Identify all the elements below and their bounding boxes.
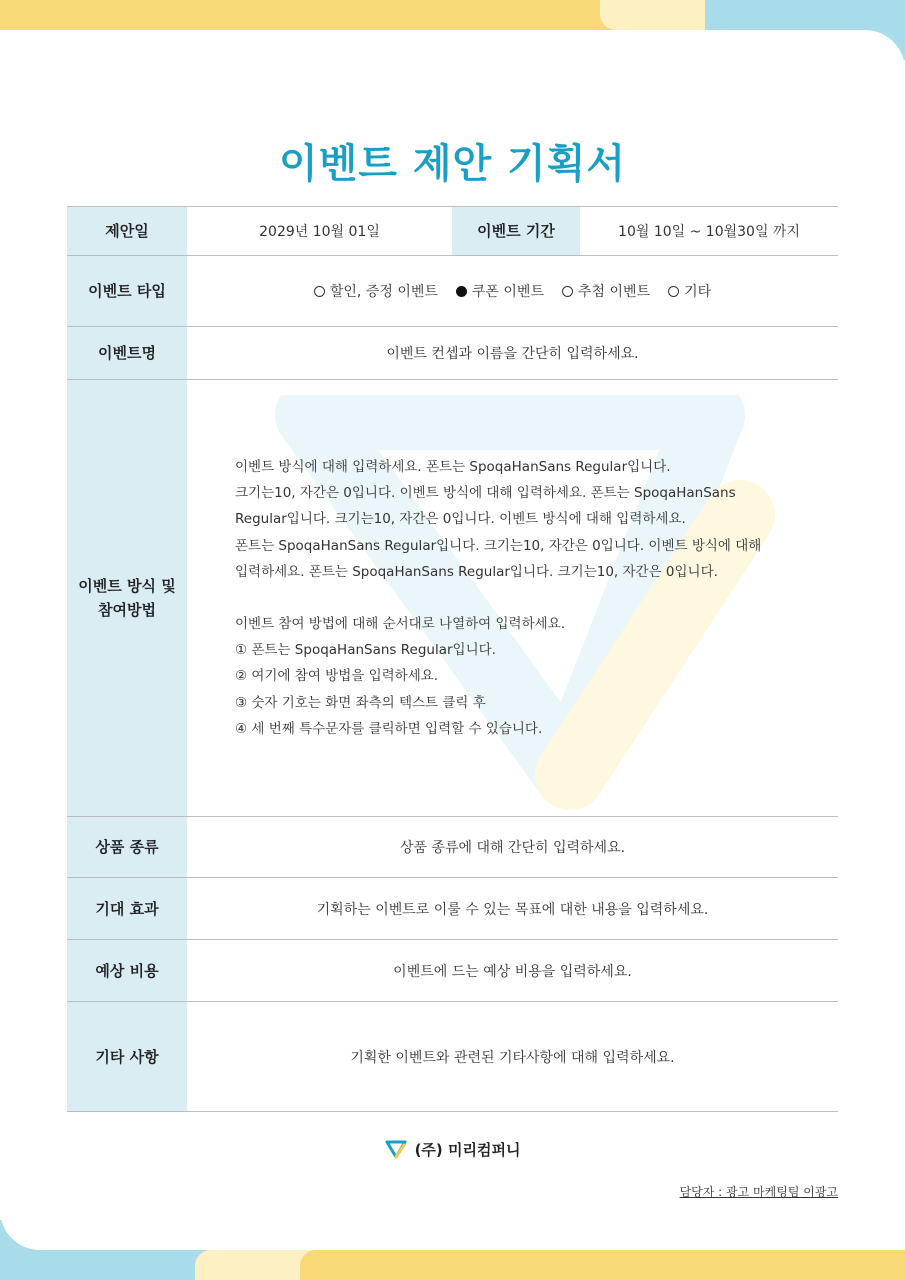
method-step: ① 폰트는 SpoqaHanSans Regular입니다.: [235, 642, 496, 659]
radio-label: 쿠폰 이벤트: [471, 284, 544, 300]
event-type-options: [187, 256, 838, 326]
other-notes-label: 기타 사항: [67, 1002, 187, 1111]
event-method-label-line2: 참여방법: [98, 601, 156, 619]
row-event-type: [67, 256, 838, 327]
method-line: Regular입니다. 크기는10, 자간은 0입니다. 이벤트 방식에 대해 입력하세요.: [235, 511, 686, 528]
product-type-value[interactable]: 상품 종류에 대해 간단히 입력하세요.: [399, 840, 626, 856]
event-period-label: 이벤트 기간: [452, 207, 580, 255]
radio-coupon[interactable]: [456, 281, 544, 301]
product-type-label: 상품 종류: [67, 817, 187, 877]
proposal-date-value[interactable]: 2029년 10월 01일: [259, 224, 380, 240]
radio-label: 기타: [684, 284, 712, 300]
method-step: ③ 숫자 기호는 화면 좌측의 텍스트 클릭 후: [235, 694, 486, 711]
event-type-label: 이벤트 타입: [67, 256, 187, 326]
event-method-label-line1: 이벤트 방식 및: [78, 577, 176, 595]
expected-effect-value[interactable]: 기획하는 이벤트로 이룰 수 있는 목표에 대한 내용을 입력하세요.: [316, 901, 709, 918]
event-name-value[interactable]: 이벤트 컨셉과 이름을 간단히 입력하세요.: [386, 346, 639, 362]
radio-circle-icon: [562, 286, 573, 297]
expected-effect-label: 기대 효과: [67, 878, 187, 939]
method-line: 입력하세요. 폰트는 SpoqaHanSans Regular입니다. 크기는10, 자간은 0입니다.: [235, 563, 718, 580]
proposal-table: [67, 206, 838, 1112]
row-event-name: [67, 327, 838, 380]
triangle-logo-icon: [385, 1138, 407, 1160]
method-line: 폰트는 SpoqaHanSans Regular입니다. 크기는10, 자간은 0입니다. 이벤트 방식에 대해: [235, 537, 762, 554]
proposal-date-label: 제안일: [67, 207, 187, 255]
method-line: 이벤트 참여 방법에 대해 순서대로 나열하여 입력하세요.: [235, 616, 565, 632]
company-name: (주) 미리컴퍼니: [414, 1140, 521, 1159]
method-line: 크기는10, 자간은 0입니다. 이벤트 방식에 대해 입력하세요. 폰트는 SpoqaHanSans: [235, 485, 736, 502]
method-line: 이벤트 방식에 대해 입력하세요. 폰트는 SpoqaHanSans Regular입니다.: [235, 458, 671, 475]
bottom-yellow-band: [300, 1250, 905, 1280]
event-period-value[interactable]: 10월 10일 ~ 10월30일 까지: [618, 224, 800, 240]
expected-cost-label: 예상 비용: [67, 940, 187, 1001]
radio-circle-icon: [314, 286, 325, 297]
radio-circle-filled-icon: [456, 286, 467, 297]
event-method-body[interactable]: [187, 380, 838, 816]
row-expected-effect: [67, 878, 838, 940]
radio-label: 할인, 증정 이벤트: [329, 284, 438, 300]
radio-discount-gift[interactable]: [314, 281, 438, 301]
contact-person: 담당자 : 광고 마케팅팀 이광고: [679, 1185, 838, 1199]
row-date-period: [67, 207, 838, 256]
radio-circle-icon: [668, 286, 679, 297]
row-product-type: [67, 817, 838, 878]
row-other-notes: [67, 1002, 838, 1112]
top-yellow-band: [0, 0, 640, 30]
expected-cost-value[interactable]: 이벤트에 드는 예상 비용을 입력하세요.: [393, 963, 632, 980]
other-notes-value[interactable]: 기획한 이벤트와 관련된 기타사항에 대해 입력하세요.: [350, 1049, 675, 1066]
radio-label: 추첨 이벤트: [577, 284, 651, 300]
row-event-method: [67, 380, 838, 817]
method-step: ④ 세 번째 특수문자를 클릭하면 입력할 수 있습니다.: [235, 720, 543, 737]
event-method-label: [67, 380, 187, 816]
row-expected-cost: [67, 940, 838, 1002]
event-name-label: 이벤트명: [67, 327, 187, 379]
company-footer: [0, 1138, 905, 1160]
page-title: 이벤트 제안 기획서: [279, 140, 626, 187]
radio-lottery[interactable]: [562, 281, 650, 301]
radio-other[interactable]: [668, 281, 711, 301]
paragraph-spacer: [235, 585, 761, 611]
method-step: ② 여기에 참여 방법을 입력하세요.: [235, 668, 439, 685]
